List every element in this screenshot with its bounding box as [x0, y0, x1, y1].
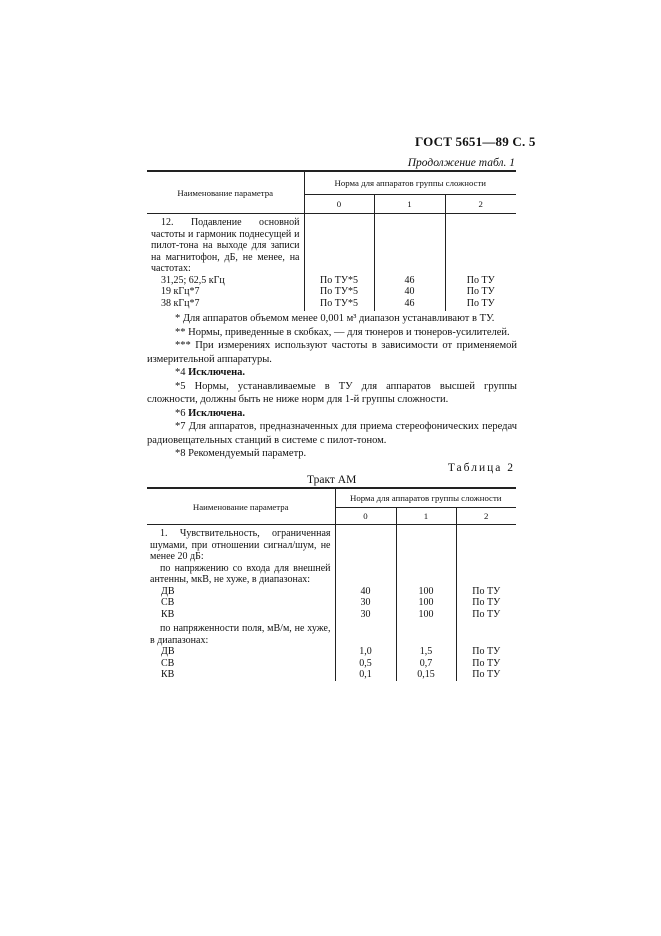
- col-header-group-2: 2: [445, 195, 516, 214]
- footnote-4: *4 Исключена.: [175, 367, 246, 378]
- col-header-param: Наименование параметра: [147, 488, 335, 525]
- table-2: [147, 487, 516, 681]
- table-row: СВ 30 100 По ТУ: [147, 597, 516, 609]
- table-continuation-label: Продолжение табл. 1: [407, 157, 515, 169]
- col-header-norm: Норма для аппаратов группы сложности: [304, 171, 516, 195]
- trakt-title: Тракт АМ: [307, 474, 357, 486]
- sub-label-voltage: по напряжению со входа для внешней антенны, мкВ, не хуже, в диапазонах:: [150, 562, 331, 585]
- table-1: [147, 170, 516, 311]
- table-row: ДВ 40 100 По ТУ: [147, 586, 516, 598]
- col-header-group-0: 0: [335, 508, 396, 525]
- table-2-title: Таблица 2: [447, 462, 515, 474]
- col-header-group-0: 0: [304, 195, 374, 214]
- footnote-2: ** Нормы, приведенные в скобках, — для тюнеров и тюнеров-усилителей.: [175, 326, 510, 338]
- table-row: СВ 0,5 0,7 По ТУ: [147, 658, 516, 670]
- footnote-1: * Для аппаратов объемом менее 0,001 м³ диапазон устанавливают в ТУ.: [175, 313, 495, 324]
- footnotes: [147, 312, 517, 461]
- table-row: КВ 0,1 0,15 По ТУ: [147, 669, 516, 681]
- table-row: ДВ 1,0 1,5 По ТУ: [147, 646, 516, 658]
- col-header-group-2: 2: [456, 508, 516, 525]
- col-header-group-1: 1: [396, 508, 456, 525]
- sub-label-field: по напряженности поля, мВ/м, не хуже, в диапазонах:: [150, 623, 331, 646]
- footnote-6: *6 Исключена.: [175, 407, 246, 419]
- table-row: 19 кГц*7 По ТУ*5 40 По ТУ: [147, 286, 516, 298]
- table-row: КВ 30 100 По ТУ: [147, 609, 516, 621]
- footnote-8: *8 Рекомендуемый параметр.: [175, 448, 307, 459]
- footnote-7: *7 Для аппаратов, предназначенных для приема стереофонических передач радиовещательных станций в системе с пилот-тоном.: [147, 421, 517, 446]
- table-row: 38 кГц*7 По ТУ*5 46 По ТУ: [147, 298, 516, 312]
- col-header-param: Наименование параметра: [147, 171, 304, 214]
- table-row: 31,25; 62,5 кГц По ТУ*5 46 По ТУ: [147, 275, 516, 287]
- footnote-3: *** При измерениях используют частоты в зависимости от применяемой измерительной аппаратуры.: [147, 340, 517, 365]
- row-label-12: 12. Подавление основной частоты и гармоник поднесущей и пилот-тона на выходе для записи на магнитофон, дБ, не менее, на частотах:: [151, 217, 300, 274]
- col-header-norm: Норма для аппаратов группы сложности: [335, 488, 516, 508]
- footnote-5: *5 Нормы, устанавливаемые в ТУ для аппаратов высшей группы сложности, должны быть не ниже норм для 1-й группы сложности.: [147, 380, 517, 405]
- row-label-1: 1. Чувствительность, ограниченная шумами, при отношении сигнал/шум, не менее 20 дБ:: [150, 528, 331, 562]
- page-header: ГОСТ 5651—89 С. 5: [415, 134, 536, 149]
- col-header-group-1: 1: [374, 195, 445, 214]
